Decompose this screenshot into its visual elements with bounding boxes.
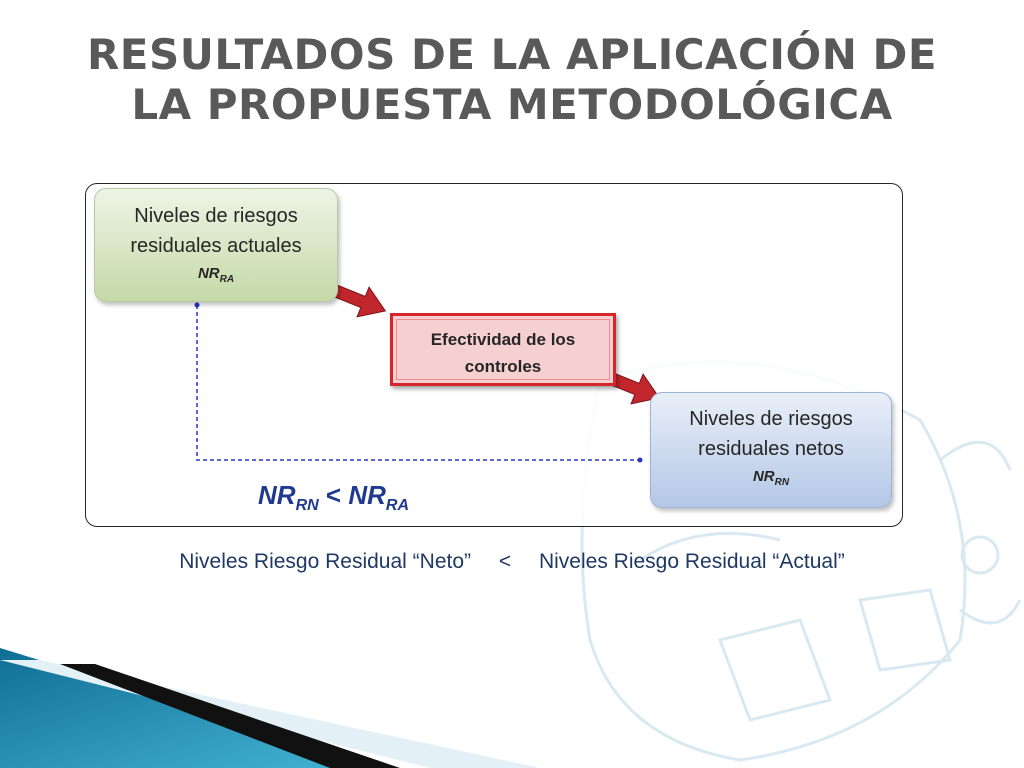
- title-line-1: RESULTADOS DE LA APLICACIÓN DE: [86, 30, 938, 79]
- caption-right: Niveles Riesgo Residual “Actual”: [538, 550, 845, 573]
- nr-ra-label: $NR_{RA}$: [197, 265, 235, 285]
- net-residual-risk-box: [650, 392, 892, 508]
- controls-effectiveness-text: Efectividad de los controles: [430, 330, 576, 376]
- caption-left: Niveles Riesgo Residual “Neto”: [179, 550, 472, 573]
- comparison-caption: [0, 550, 1024, 574]
- title-line-2: LA PROPUESTA METODOLÓGICA: [131, 80, 893, 129]
- dashed-link-end-dot: [638, 458, 643, 463]
- net-residual-risk-text: Niveles de riesgos residuales netos: [689, 408, 853, 460]
- current-residual-risk-box: [94, 188, 338, 302]
- current-residual-risk-text: Niveles de riesgos residuales actuales: [130, 205, 302, 257]
- risk-equation: $NR_{RN} < NR_{RA}$: [258, 480, 409, 515]
- nr-rn-label: $NR_{RN}$: [752, 468, 790, 488]
- caption-operator: <: [498, 550, 512, 573]
- dashed-link-start-dot: [195, 303, 200, 308]
- controls-effectiveness-box: [390, 313, 616, 386]
